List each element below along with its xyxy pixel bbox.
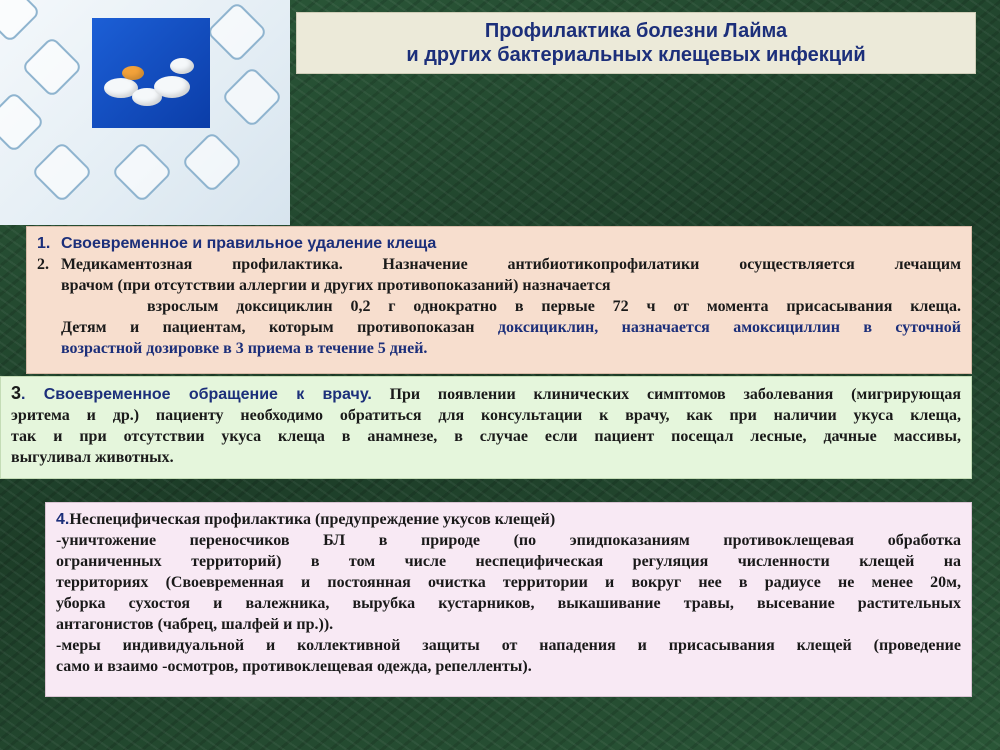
section-3-line-4: уборка сухостоя и валежника, вырубка кустарников, выкашивание травы, высевание растительных: [56, 595, 961, 612]
section-3-line-1: -уничтожение переносчиков БЛ в природе (по эпидпоказаниям противоклещевая обработка: [56, 532, 961, 549]
list-item-2-line-2: врачом (при отсутствии аллергии и других противопоказаний) назначается: [61, 277, 611, 294]
section-2-line-4: выгуливал животных.: [11, 449, 174, 466]
section-nonspecific-prophylaxis: [45, 502, 972, 697]
hexagon-icon: [0, 0, 41, 43]
hexagon-icon: [206, 1, 268, 63]
list-item-2-line-3: взрослым доксициклин 0,2 г однократно в первые 72 ч от момента присасывания клеща.: [147, 298, 961, 315]
list-item-2-line-5: возрастной дозировке в 3 приема в течение 5 дней.: [61, 340, 428, 357]
section-3-line-2: ограниченных территорий) в том числе неспецифическая регуляция численности клещей на: [56, 553, 961, 570]
medical-pills-photo: [0, 0, 290, 225]
section-2-line-1: 3. Своевременное обращение к врачу. При появлении клинических симптомов заболевания (мигрирующая: [11, 383, 961, 403]
hexagon-icon: [0, 91, 45, 153]
title-line-1: Профилактика болезни Лайма: [484, 20, 788, 42]
hexagon-icon: [221, 66, 283, 128]
list-item-2-line-4: Детям и пациентам, которым противопоказан доксициклин, назначается амоксициллин в суточной: [61, 319, 962, 336]
section-2-line-2: эритема и др.) пациенту необходимо обратиться для консультации к врачу, как при наличии укуса клеща,: [11, 407, 961, 424]
page-title: [296, 12, 976, 74]
section-2-line-3: так и при отсутствии укуса клеща в анамнезе, в случае если пациент посещал лесные, дачные массивы,: [11, 428, 961, 445]
list-item-2-line-1: 2. Медикаментозная профилактика. Назначение антибиотикопрофилатики осуществляется лечащим: [37, 256, 961, 273]
hexagon-icon: [181, 131, 243, 193]
section-3-line-6: -меры индивидуальной и коллективной защиты от нападения и присасывания клещей (проведение: [56, 637, 961, 654]
hexagon-icon: [21, 36, 83, 98]
list-item-1: 1. Своевременное и правильное удаление клеща: [37, 235, 437, 252]
section-medication-prophylaxis: [26, 226, 972, 374]
hexagon-icon: [111, 141, 173, 203]
section-3-line-3: территориях (Своевременная и постоянная очистка территории и вокруг нее в радиусе не менее 20м,: [56, 574, 961, 591]
section-3-line-7: само и взаимо -осмотров, противоклещевая одежда, репелленты).: [56, 658, 532, 675]
section-3-line-5: антагонистов (чабрец, шалфей и пр.)).: [56, 616, 334, 633]
section-doctor-visit: [0, 376, 972, 479]
pills-spoon-image: [92, 18, 210, 128]
title-line-2: и других бактериальных клещевых инфекций: [406, 44, 866, 66]
section-3-heading: 4.Неспецифическая профилактика (предупреждение укусов клещей): [56, 511, 556, 528]
hexagon-icon: [31, 141, 93, 203]
